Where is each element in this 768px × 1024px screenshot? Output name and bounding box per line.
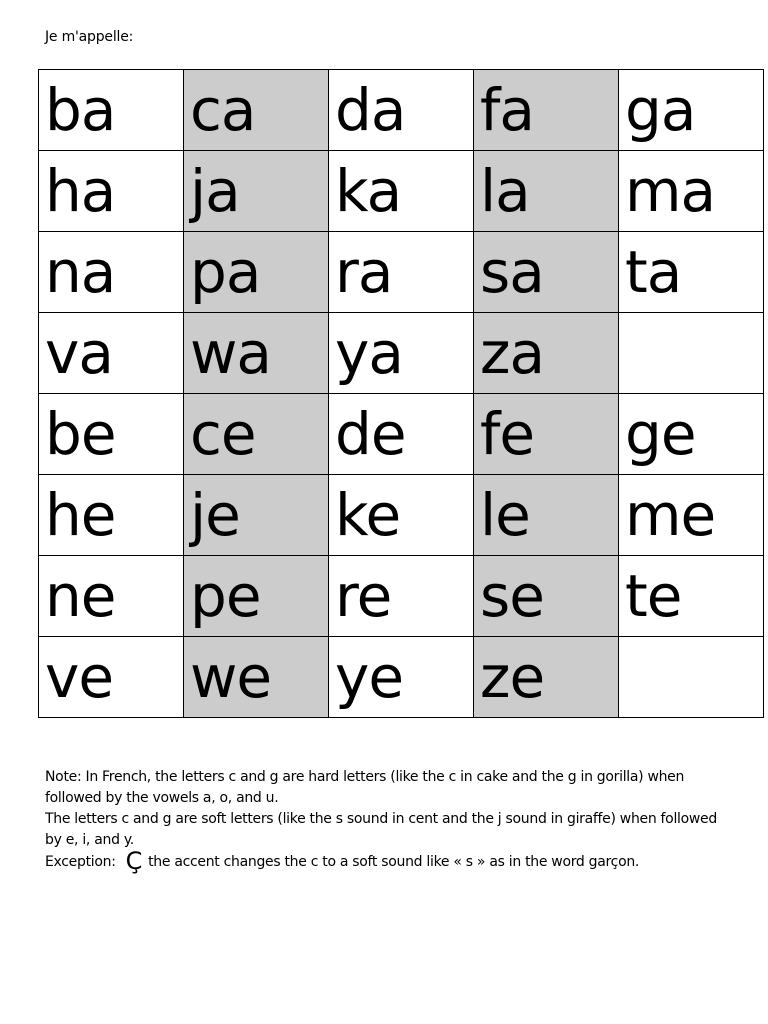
- syllable-cell-je: je: [184, 475, 329, 556]
- syllable-cell-ga: ga: [619, 70, 764, 151]
- syllable-cell-ke: ke: [329, 475, 474, 556]
- note-hard-letters: Note: In French, the letters c and g are hard letters (like the c in cake and the g in gorilla) when followed by the vowels a, o, and u.: [45, 769, 685, 806]
- syllable-cell-wa: wa: [184, 313, 329, 394]
- note-exception: [45, 847, 735, 875]
- syllable-cell-da: da: [329, 70, 474, 151]
- syllable-cell-ka: ka: [329, 151, 474, 232]
- syllable-cell-se: se: [474, 556, 619, 637]
- syllable-cell-ge: ge: [619, 394, 764, 475]
- grid-row: [39, 232, 764, 313]
- syllable-cell-ca: ca: [184, 70, 329, 151]
- syllable-cell-ne: ne: [39, 556, 184, 637]
- syllable-cell-ce: ce: [184, 394, 329, 475]
- syllable-cell-le: le: [474, 475, 619, 556]
- syllable-cell-fa: fa: [474, 70, 619, 151]
- syllable-grid-body: [39, 70, 764, 718]
- syllable-cell-ta: ta: [619, 232, 764, 313]
- syllable-cell-me: me: [619, 475, 764, 556]
- syllable-cell-ra: ra: [329, 232, 474, 313]
- grid-row: [39, 556, 764, 637]
- syllable-cell-be: be: [39, 394, 184, 475]
- syllable-cell-de: de: [329, 394, 474, 475]
- syllable-cell-za: za: [474, 313, 619, 394]
- exception-label: Exception:: [45, 854, 116, 870]
- syllable-cell-sa: sa: [474, 232, 619, 313]
- grid-row: [39, 394, 764, 475]
- syllable-cell-re: re: [329, 556, 474, 637]
- syllable-cell-ba: ba: [39, 70, 184, 151]
- syllable-cell-na: na: [39, 232, 184, 313]
- syllable-cell-pa: pa: [184, 232, 329, 313]
- syllable-cell-fe: fe: [474, 394, 619, 475]
- syllable-cell-ve: ve: [39, 637, 184, 718]
- syllable-cell-pe: pe: [184, 556, 329, 637]
- name-prompt: Je m'appelle:: [45, 29, 134, 45]
- syllable-cell-va: va: [39, 313, 184, 394]
- notes-section: [45, 767, 735, 873]
- syllable-cell-he: he: [39, 475, 184, 556]
- empty-cell: [619, 637, 764, 718]
- grid-row: [39, 151, 764, 232]
- syllable-cell-te: te: [619, 556, 764, 637]
- c-cedilla-symbol: Ç: [125, 847, 143, 875]
- grid-row: [39, 70, 764, 151]
- note-soft-letters: The letters c and g are soft letters (like the s sound in cent and the j sound in giraffe) when followed by e, i, and y.: [45, 811, 717, 848]
- grid-row: [39, 313, 764, 394]
- syllable-cell-ze: ze: [474, 637, 619, 718]
- syllable-cell-ya: ya: [329, 313, 474, 394]
- empty-cell: [619, 313, 764, 394]
- syllable-cell-la: la: [474, 151, 619, 232]
- syllable-cell-ma: ma: [619, 151, 764, 232]
- syllable-cell-ha: ha: [39, 151, 184, 232]
- exception-text: the accent changes the c to a soft sound like « s » as in the word garçon.: [148, 854, 640, 870]
- syllable-cell-we: we: [184, 637, 329, 718]
- grid-row: [39, 637, 764, 718]
- grid-row: [39, 475, 764, 556]
- syllable-grid: [38, 69, 764, 718]
- syllable-cell-ja: ja: [184, 151, 329, 232]
- syllable-cell-ye: ye: [329, 637, 474, 718]
